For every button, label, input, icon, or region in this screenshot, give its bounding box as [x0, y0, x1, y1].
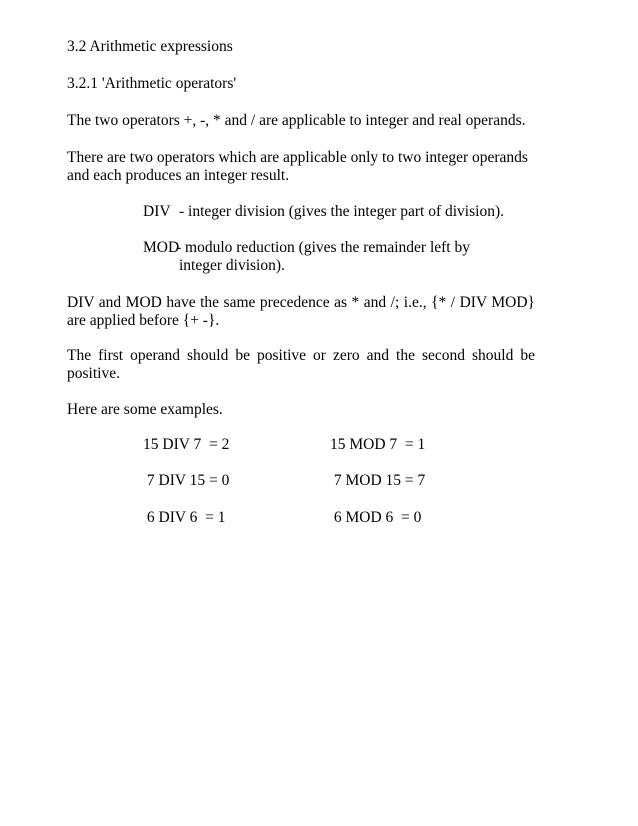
section-heading: 3.2 Arithmetic expressions	[67, 38, 233, 55]
paragraph-line: are applied before {+ -}.	[67, 312, 220, 329]
paragraph-line: positive.	[67, 365, 120, 382]
operator-description: - modulo reduction (gives the remainder left by	[176, 239, 470, 256]
mod-example: 7 MOD 15 = 7	[330, 472, 426, 489]
paragraph-line: DIV and MOD have the same precedence as * and /; i.e., {* / DIV MOD}	[67, 294, 535, 311]
paragraph-line: The first operand should be positive or zero and the second should be	[67, 347, 535, 364]
subsection-heading: 3.2.1 'Arithmetic operators'	[67, 75, 237, 92]
operator-term: MOD	[143, 239, 180, 256]
mod-example: 6 MOD 6 = 0	[330, 509, 422, 526]
div-example: 6 DIV 6 = 1	[143, 509, 226, 526]
paragraph-operators-applicability: The two operators +, -, * and / are applicable to integer and real operands.	[67, 112, 526, 129]
div-example: 7 DIV 15 = 0	[143, 472, 230, 489]
div-example: 15 DIV 7 = 2	[143, 436, 230, 453]
examples-intro: Here are some examples.	[67, 401, 223, 418]
operator-description: - integer division (gives the integer part of division).	[179, 203, 504, 220]
paragraph-line: and each produces an integer result.	[67, 167, 290, 184]
operator-description-continued: integer division).	[179, 257, 285, 274]
mod-example: 15 MOD 7 = 1	[330, 436, 426, 453]
paragraph-line: There are two operators which are applicable only to two integer operands	[67, 149, 528, 166]
operator-term: DIV	[143, 203, 171, 220]
